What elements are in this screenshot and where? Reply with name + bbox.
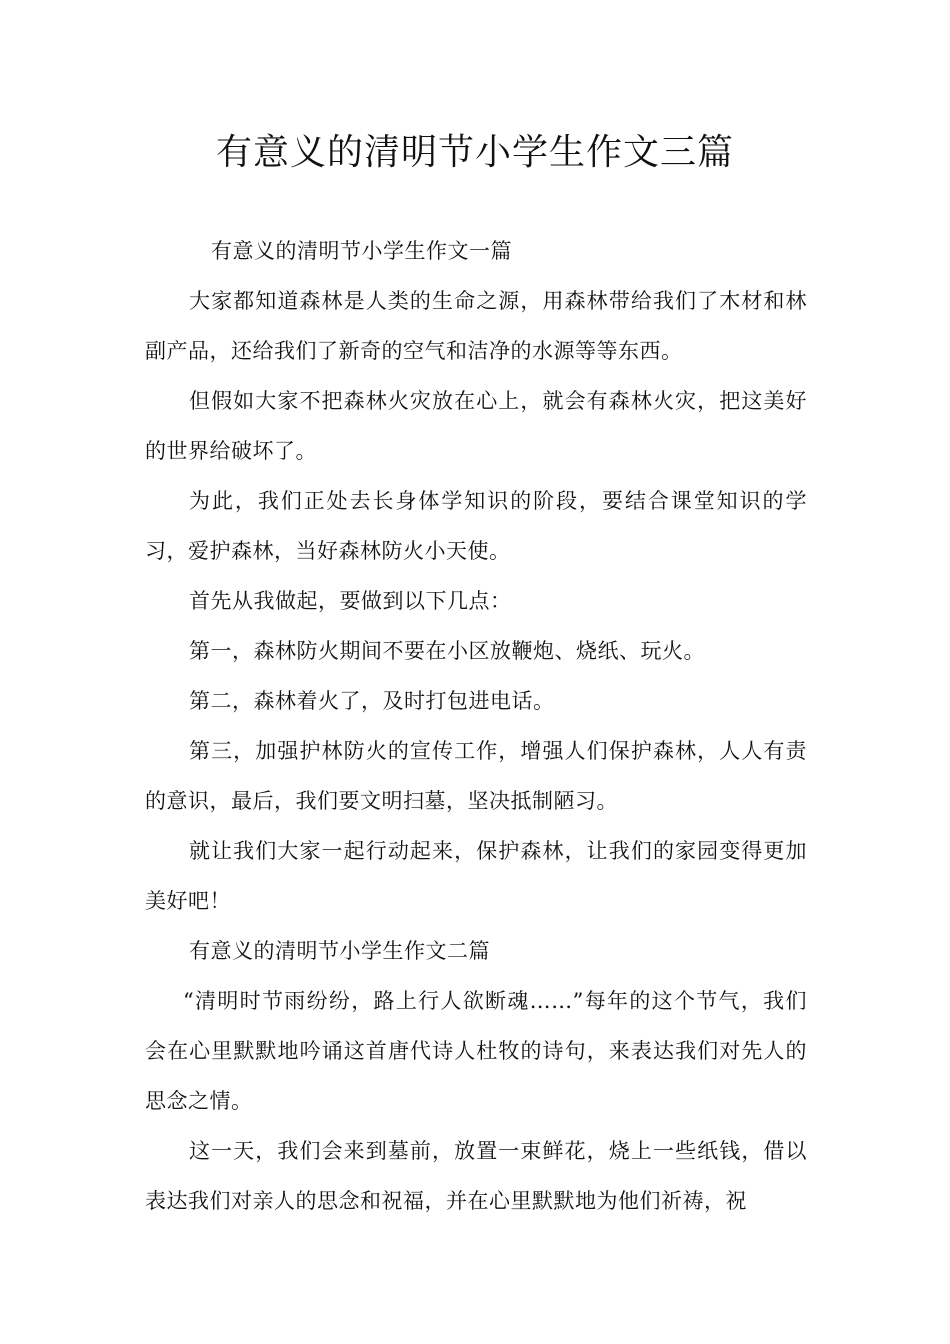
paragraph: 这一天，我们会来到墓前，放置一束鲜花，烧上一些纸钱，借以表达我们对亲人的思念和祝福，并在心里默默地为他们祈祷，祝: [145, 1139, 807, 1213]
paragraph: 第三，加强护林防火的宣传工作，增强人们保护森林，人人有责的意识，最后，我们要文明扫墓，坚决抵制陋习。: [145, 739, 807, 813]
paragraph: 首先从我做起，要做到以下几点：: [189, 589, 512, 613]
paragraph: 第一，森林防火期间不要在小区放鞭炮、烧纸、玩火。: [189, 639, 705, 663]
document-body: [145, 226, 807, 1226]
paragraph: 大家都知道森林是人类的生命之源，用森林带给我们了木材和林副产品，还给我们了新奇的空气和洁净的水源等等东西。: [145, 289, 807, 363]
paragraph: “清明时节雨纷纷，路上行人欲断魂……”每年的这个节气，我们会在心里默默地吟诵这首唐代诗人杜牧的诗句，来表达我们对先人的思念之情。: [145, 989, 807, 1113]
section-heading-1: 有意义的清明节小学生作文一篇: [211, 239, 512, 263]
document-title: 有意义的清明节小学生作文三篇: [215, 132, 734, 173]
paragraph: 第二，森林着火了，及时打包进电话。: [189, 689, 555, 713]
section-heading-2: 有意义的清明节小学生作文二篇: [189, 939, 490, 963]
paragraph: 但假如大家不把森林火灾放在心上，就会有森林火灾，把这美好的世界给破坏了。: [145, 389, 807, 463]
paragraph: 就让我们大家一起行动起来，保护森林，让我们的家园变得更加美好吧！: [145, 839, 807, 913]
paragraph: 为此，我们正处去长身体学知识的阶段，要结合课堂知识的学习，爱护森林，当好森林防火小天使。: [145, 489, 807, 563]
